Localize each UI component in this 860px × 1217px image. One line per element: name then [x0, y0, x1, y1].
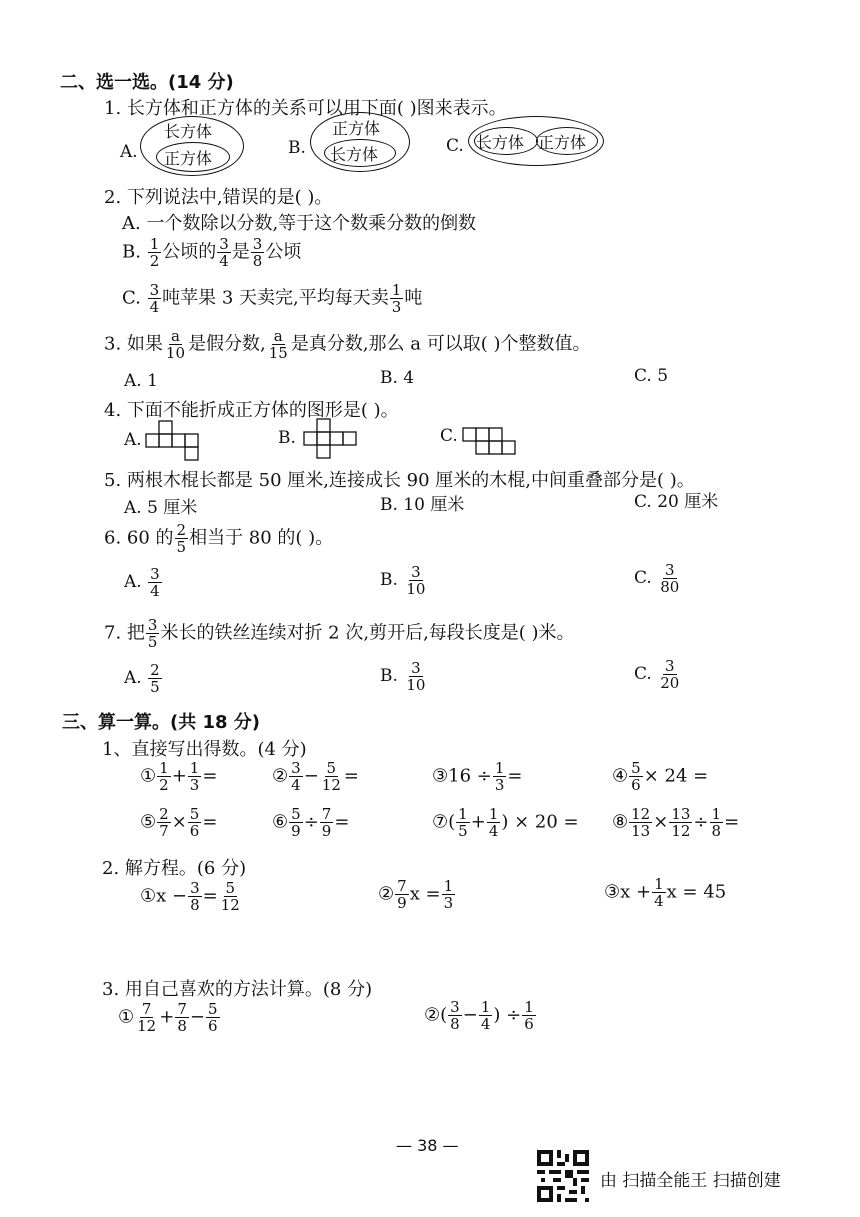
q2-text: 2. 下列说法中,错误的是( )。: [104, 187, 333, 208]
fraction: $\frac{3}{4}$: [149, 281, 160, 316]
q5-text: 5. 两根木棍长都是 50 厘米,连接成长 90 厘米的木棍,中间重叠部分是( )。: [104, 470, 695, 491]
fraction: $\frac{a}{10}$: [165, 327, 185, 362]
q1-option-b-label: B.: [288, 138, 306, 158]
calc-simplify-2: ②( $\frac{3}{8}$ − $\frac{1}{4}$ ) ÷ $\frac{1}{6}$: [424, 998, 534, 1033]
q1-option-c-diagram[interactable]: [468, 116, 604, 166]
fraction: $\frac{1}{4}$: [480, 998, 491, 1033]
fraction: $\frac{5}{6}$: [207, 1000, 218, 1035]
fraction: $\frac{5}{6}$: [631, 759, 641, 794]
fraction: $\frac{1}{8}$: [711, 805, 722, 840]
calc-simplify-1: ① $\frac{7}{12}$ + $\frac{7}{8}$ − $\frac{5}{6}$: [118, 1000, 218, 1035]
fraction: $\frac{3}{5}$: [147, 616, 158, 651]
q3-option-b[interactable]: B. 4: [380, 368, 415, 388]
fraction: $\frac{1}{3}$: [443, 877, 454, 912]
q4-option-c-label: C.: [440, 426, 458, 446]
fraction: $\frac{7}{9}$: [397, 877, 407, 912]
calc-expression-3: ③16 ÷ $\frac{1}{3}$ =: [432, 759, 523, 794]
q5-option-c[interactable]: C. 20 厘米: [634, 492, 719, 512]
q2-b-label: B.: [122, 241, 141, 263]
equation-1: ①x − $\frac{3}{8}$ = $\frac{5}{12}$: [140, 879, 240, 914]
q1-option-c-label: C.: [446, 136, 464, 156]
calc-expression-1: ① $\frac{1}{2}$ + $\frac{1}{3}$ =: [140, 759, 218, 794]
part1-title: 1、直接写出得数。(4 分): [102, 739, 307, 760]
q7-option-a[interactable]: A. $\frac{2}{5}$: [124, 661, 160, 696]
q4-option-b-label: B.: [278, 428, 296, 448]
page-number: — 38 —: [396, 1136, 459, 1155]
q4-option-b-net[interactable]: [300, 418, 362, 462]
fraction: $\frac{3}{8}$: [252, 235, 263, 270]
q1-a-inner-label: 正方体: [164, 149, 213, 168]
q1-option-b-diagram[interactable]: [310, 112, 410, 172]
fraction: $\frac{a}{15}$: [268, 327, 288, 362]
fraction: $\frac{5}{6}$: [189, 805, 200, 840]
calc-expression-8: ⑧ $\frac{12}{13}$ × $\frac{13}{12}$ ÷ $\frac{1}{8}$ =: [612, 805, 740, 840]
fraction: $\frac{5}{12}$: [321, 759, 341, 794]
q3-option-a[interactable]: A. 1: [124, 371, 158, 391]
fraction: $\frac{2}{5}$: [176, 521, 187, 556]
calc-expression-5: ⑤ $\frac{2}{7}$ × $\frac{5}{6}$ =: [140, 805, 218, 840]
fraction: $\frac{3}{4}$: [291, 759, 301, 794]
q1-b-outer-label: 正方体: [332, 119, 381, 138]
q4-option-a-net[interactable]: [143, 420, 205, 462]
fraction: $\frac{3}{10}$: [406, 659, 426, 694]
part3-title: 3. 用自己喜欢的方法计算。(8 分): [102, 979, 373, 1000]
fraction: $\frac{1}{3}$: [391, 281, 402, 316]
q1-option-a-diagram[interactable]: [140, 116, 244, 176]
fraction: $\frac{12}{13}$: [631, 805, 651, 840]
q6-option-a[interactable]: A. $\frac{3}{4}$: [124, 565, 160, 600]
fraction: $\frac{3}{80}$: [660, 561, 680, 596]
fraction: $\frac{1}{6}$: [524, 998, 534, 1033]
scanner-watermark: 由 扫描全能王 扫描创建: [600, 1171, 781, 1191]
equation-2: ② $\frac{7}{9}$ x = $\frac{1}{3}$: [378, 877, 454, 912]
q1-text: 1. 长方体和正方体的关系可以用下面( )图来表示。: [104, 98, 507, 119]
q2-c-label: C.: [122, 287, 141, 309]
fraction: $\frac{3}{20}$: [660, 657, 680, 692]
calc-expression-4: ④ $\frac{5}{6}$ × 24 =: [612, 759, 709, 794]
q7-text: 7. 把 $\frac{3}{5}$ 米长的铁丝连续对折 2 次,剪开后,每段长度是( )米。: [104, 616, 575, 651]
q1-a-outer-label: 长方体: [164, 122, 213, 141]
equation-3: ③x + $\frac{1}{4}$ x = 45: [604, 875, 727, 910]
fraction: $\frac{3}{8}$: [190, 879, 200, 914]
calc-expression-2: ② $\frac{3}{4}$ − $\frac{5}{12}$ =: [272, 759, 359, 794]
fraction: $\frac{1}{4}$: [654, 875, 664, 910]
fraction: $\frac{1}{3}$: [189, 759, 200, 794]
q4-option-c-net[interactable]: [460, 418, 522, 458]
q1-option-a-label: A.: [120, 142, 138, 162]
part2-title: 2. 解方程。(6 分): [102, 858, 247, 879]
fraction: $\frac{7}{8}$: [177, 1000, 187, 1035]
fraction: $\frac{1}{2}$: [149, 235, 160, 270]
q6-option-c[interactable]: C. $\frac{3}{80}$: [634, 561, 680, 596]
section-2-title: 二、选一选。(14 分): [60, 72, 234, 93]
fraction: $\frac{1}{3}$: [494, 759, 505, 794]
fraction: $\frac{2}{7}$: [159, 805, 169, 840]
fraction: $\frac{1}{4}$: [488, 805, 499, 840]
q6-option-b[interactable]: B. $\frac{3}{10}$: [380, 563, 426, 598]
q3-text: 3. 如果 $\frac{a}{10}$ 是假分数, $\frac{a}{15}$ 是真分数,那么 a 可以取( )个整数值。: [104, 327, 591, 362]
q1-c-left-label: 长方体: [476, 133, 525, 152]
fraction: $\frac{2}{5}$: [150, 661, 160, 696]
q2-option-a[interactable]: A. 一个数除以分数,等于这个数乘分数的倒数: [122, 213, 477, 234]
calc-expression-7: ⑦( $\frac{1}{5}$ + $\frac{1}{4}$ ) × 20 =: [432, 805, 579, 840]
q2-option-b[interactable]: B. $\frac{1}{2}$ 公顷的 $\frac{3}{4}$ 是 $\frac{3}{8}$ 公顷: [122, 235, 302, 270]
fraction: $\frac{7}{12}$: [137, 1000, 157, 1035]
q4-option-a-label: A.: [124, 430, 142, 450]
fraction: $\frac{5}{12}$: [220, 879, 240, 914]
q6-text: 6. 60 的 $\frac{2}{5}$ 相当于 80 的( )。: [104, 521, 334, 556]
q5-option-a[interactable]: A. 5 厘米: [124, 498, 198, 518]
fraction: $\frac{7}{9}$: [321, 805, 332, 840]
q3-option-c[interactable]: C. 5: [634, 366, 669, 386]
fraction: $\frac{1}{2}$: [159, 759, 169, 794]
q4-text: 4. 下面不能折成正方体的图形是( )。: [104, 400, 399, 421]
q1-c-right-label: 正方体: [538, 133, 587, 152]
fraction: $\frac{3}{10}$: [406, 563, 426, 598]
fraction: $\frac{5}{9}$: [291, 805, 301, 840]
q1-b-inner-label: 长方体: [330, 145, 379, 164]
fraction: $\frac{3}{4}$: [150, 565, 160, 600]
fraction: $\frac{1}{5}$: [458, 805, 468, 840]
fraction: $\frac{3}{8}$: [450, 998, 460, 1033]
q7-option-c[interactable]: C. $\frac{3}{20}$: [634, 657, 680, 692]
fraction: $\frac{13}{12}$: [671, 805, 691, 840]
section-3-title: 三、算一算。(共 18 分): [62, 712, 261, 733]
calc-expression-6: ⑥ $\frac{5}{9}$ ÷ $\frac{7}{9}$ =: [272, 805, 350, 840]
q7-option-b[interactable]: B. $\frac{3}{10}$: [380, 659, 426, 694]
fraction: $\frac{3}{4}$: [219, 235, 229, 270]
q5-option-b[interactable]: B. 10 厘米: [380, 495, 465, 515]
q2-option-c[interactable]: C. $\frac{3}{4}$ 吨苹果 3 天卖完,平均每天卖 $\frac{1}{3}$ 吨: [122, 281, 423, 316]
qr-code-icon: [537, 1150, 589, 1202]
